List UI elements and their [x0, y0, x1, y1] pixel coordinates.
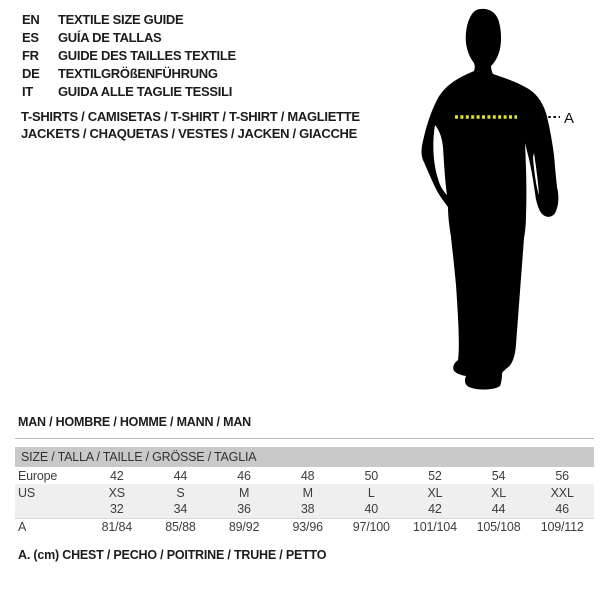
language-code: ES — [22, 29, 39, 45]
footnote-chest: A. (cm) CHEST / PECHO / POITRINE / TRUHE / PETTO — [18, 548, 327, 562]
language-label: TEXTILE SIZE GUIDE — [58, 11, 184, 27]
size-cell: 54 — [491, 468, 506, 483]
size-cell: 44 — [467, 501, 531, 518]
size-cell: 109/112 — [530, 518, 594, 535]
size-cell: 56 — [555, 468, 569, 483]
size-cell: 89/92 — [212, 518, 276, 535]
size-cell: 101/104 — [403, 518, 467, 535]
size-cell: 32 — [85, 501, 149, 518]
size-cell: 44 — [173, 468, 188, 483]
size-cell: 81/84 — [85, 518, 149, 535]
category-line-jackets: JACKETS / CHAQUETAS / VESTES / JACKEN / GIACCHE — [21, 125, 357, 141]
size-cell: 42 — [403, 501, 467, 518]
language-code: IT — [22, 84, 33, 100]
language-code: DE — [22, 66, 40, 82]
row-label: Europe — [18, 468, 58, 483]
row-label — [15, 501, 85, 518]
size-cell: S — [149, 484, 213, 501]
language-label: GUIDE DES TAILLES TEXTILE — [58, 47, 236, 63]
row-label: A — [15, 518, 85, 535]
size-table-header: SIZE / TALLA / TAILLE / GRÖSSE / TAGLIA — [15, 447, 594, 467]
table-row — [15, 467, 594, 484]
table-row — [15, 518, 594, 535]
language-row — [22, 46, 236, 64]
size-cell: 46 — [530, 501, 594, 518]
size-cell: 42 — [110, 468, 124, 483]
size-table-body — [15, 447, 594, 535]
man-silhouette-figure — [408, 5, 598, 405]
language-label: GUÍA DE TALLAS — [58, 29, 162, 45]
size-cell: 105/108 — [467, 518, 531, 535]
size-cell: 97/100 — [340, 518, 404, 535]
row-label: US — [15, 484, 85, 501]
size-table-header-row — [15, 447, 594, 467]
size-cell: 34 — [149, 501, 213, 518]
size-cell: XS — [85, 484, 149, 501]
category-line-tshirts: T-SHIRTS / CAMISETAS / T-SHIRT / T-SHIRT / MAGLIETTE — [21, 109, 360, 124]
size-table — [15, 447, 594, 535]
table-row — [15, 484, 594, 501]
size-cell: XL — [403, 484, 467, 501]
language-row — [22, 28, 236, 46]
size-cell: 85/88 — [149, 518, 213, 535]
size-cell: 38 — [276, 501, 340, 518]
size-cell: L — [340, 484, 404, 501]
garment-categories — [21, 109, 360, 142]
language-row — [22, 10, 236, 28]
language-row — [22, 65, 236, 83]
size-cell: 52 — [428, 468, 442, 483]
divider-rule — [15, 438, 594, 439]
language-row — [22, 83, 236, 101]
size-cell: XXL — [530, 484, 594, 501]
size-cell: 48 — [300, 468, 315, 483]
size-cell: M — [212, 484, 276, 501]
size-cell: M — [276, 484, 340, 501]
size-cell: 40 — [340, 501, 404, 518]
table-row — [15, 501, 594, 518]
language-code: FR — [22, 47, 39, 63]
section-title-man: MAN / HOMBRE / HOMME / MANN / MAN — [18, 415, 251, 429]
language-label: TEXTILGRÖßENFÜHRUNG — [58, 66, 218, 82]
size-cell: XL — [467, 484, 531, 501]
language-label: GUIDA ALLE TAGLIE TESSILI — [58, 84, 233, 100]
size-cell: 46 — [237, 468, 251, 483]
measurement-label-a: A — [564, 110, 575, 127]
size-cell: 50 — [364, 468, 379, 483]
man-silhouette — [422, 9, 559, 390]
language-guide-list — [22, 10, 236, 101]
size-cell: 36 — [212, 501, 276, 518]
size-cell: 93/96 — [276, 518, 340, 535]
language-code: EN — [22, 11, 40, 27]
